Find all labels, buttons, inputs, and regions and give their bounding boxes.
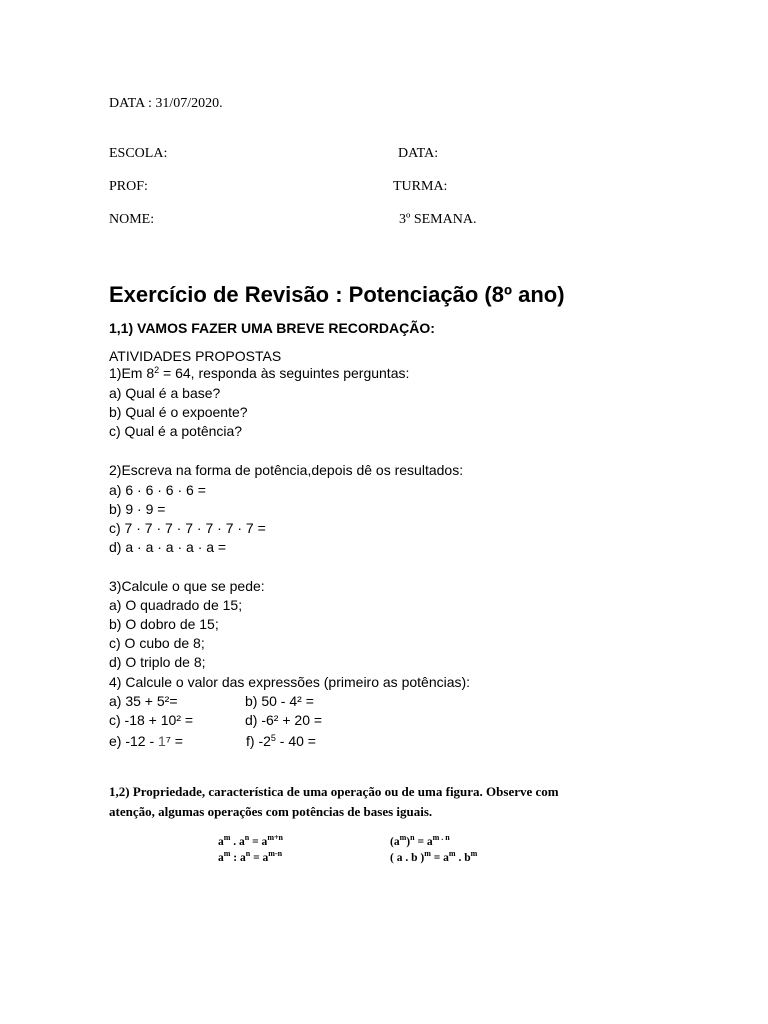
prof-label: PROF: xyxy=(109,179,148,194)
q4-intro: 4) Calcule o valor das expressões (primeiro as potências): xyxy=(109,674,471,690)
date-line: DATA : 31/07/2020. xyxy=(109,96,223,111)
q1-item-a: a) Qual é a base? xyxy=(109,385,221,401)
q1-item-b: b) Qual é o expoente? xyxy=(109,404,248,420)
data-label: DATA: xyxy=(398,146,439,161)
q4-item-e: e) -12 - 1⁷ = xyxy=(109,733,183,749)
q4-item-d: d) -6² + 20 = xyxy=(245,712,323,728)
formula-quotient-rule: $a^m$ : $a^n = a^{m-n}$ xyxy=(218,849,283,864)
q2-item-b: b) 9 · 9 = xyxy=(109,501,166,517)
formula-product-power-rule: ( a . b )$^m = a^m$ . $b^m$ xyxy=(390,849,478,864)
atividades-heading: ATIVIDADES PROPOSTAS xyxy=(109,348,282,364)
q3-item-a: a) O quadrado de 15; xyxy=(109,597,243,613)
turma-label: TURMA: xyxy=(393,179,448,194)
nome-label: NOME: xyxy=(109,212,155,227)
q3-intro: 3)Calcule o que se pede: xyxy=(109,578,265,594)
q2-item-a: a) 6 · 6 · 6 · 6 = xyxy=(109,482,206,498)
q4-item-b: b) 50 - 4² = xyxy=(245,693,314,709)
q1-item-c: c) Qual é a potência? xyxy=(109,423,243,439)
section2-line2: atenção, algumas operações com potências de bases iguais. xyxy=(109,804,433,819)
q2-intro: 2)Escreva na forma de potência,depois dê os resultados: xyxy=(109,462,464,478)
q4-item-c: c) -18 + 10² = xyxy=(109,712,194,728)
section2-line1: 1,2) Propriedade, característica de uma operação ou de uma figura. Observe com xyxy=(109,784,559,799)
page-title: Exercício de Revisão : Potenciação (8º ano) xyxy=(109,282,565,307)
q3-item-b: b) O dobro de 15; xyxy=(109,616,219,632)
escola-label: ESCOLA: xyxy=(109,146,168,161)
semana-label: 3º SEMANA. xyxy=(399,212,477,227)
q3-item-d: d) O triplo de 8; xyxy=(109,654,206,670)
q4-item-f: f) $-2^5 - 40$ = xyxy=(246,733,316,749)
q3-item-c: c) O cubo de 8; xyxy=(109,635,205,651)
q1-intro: 1)Em $8^2 = 64$, responda às seguintes perguntas: xyxy=(109,365,410,381)
formula-product-rule: $a^m$ . $a^n = a^{m+n}$ xyxy=(218,833,283,848)
q2-item-c: c) 7 · 7 · 7 · 7 · 7 · 7 · 7 = xyxy=(109,520,266,536)
q2-item-d: d) a · a · a · a · a = xyxy=(109,539,227,555)
formula-power-rule: $(a^m)^n = a^{m . n}$ xyxy=(390,833,450,848)
q4-item-a: a) 35 + 5²= xyxy=(109,693,178,709)
section-heading: 1,1) VAMOS FAZER UMA BREVE RECORDAÇÃO: xyxy=(109,320,435,336)
